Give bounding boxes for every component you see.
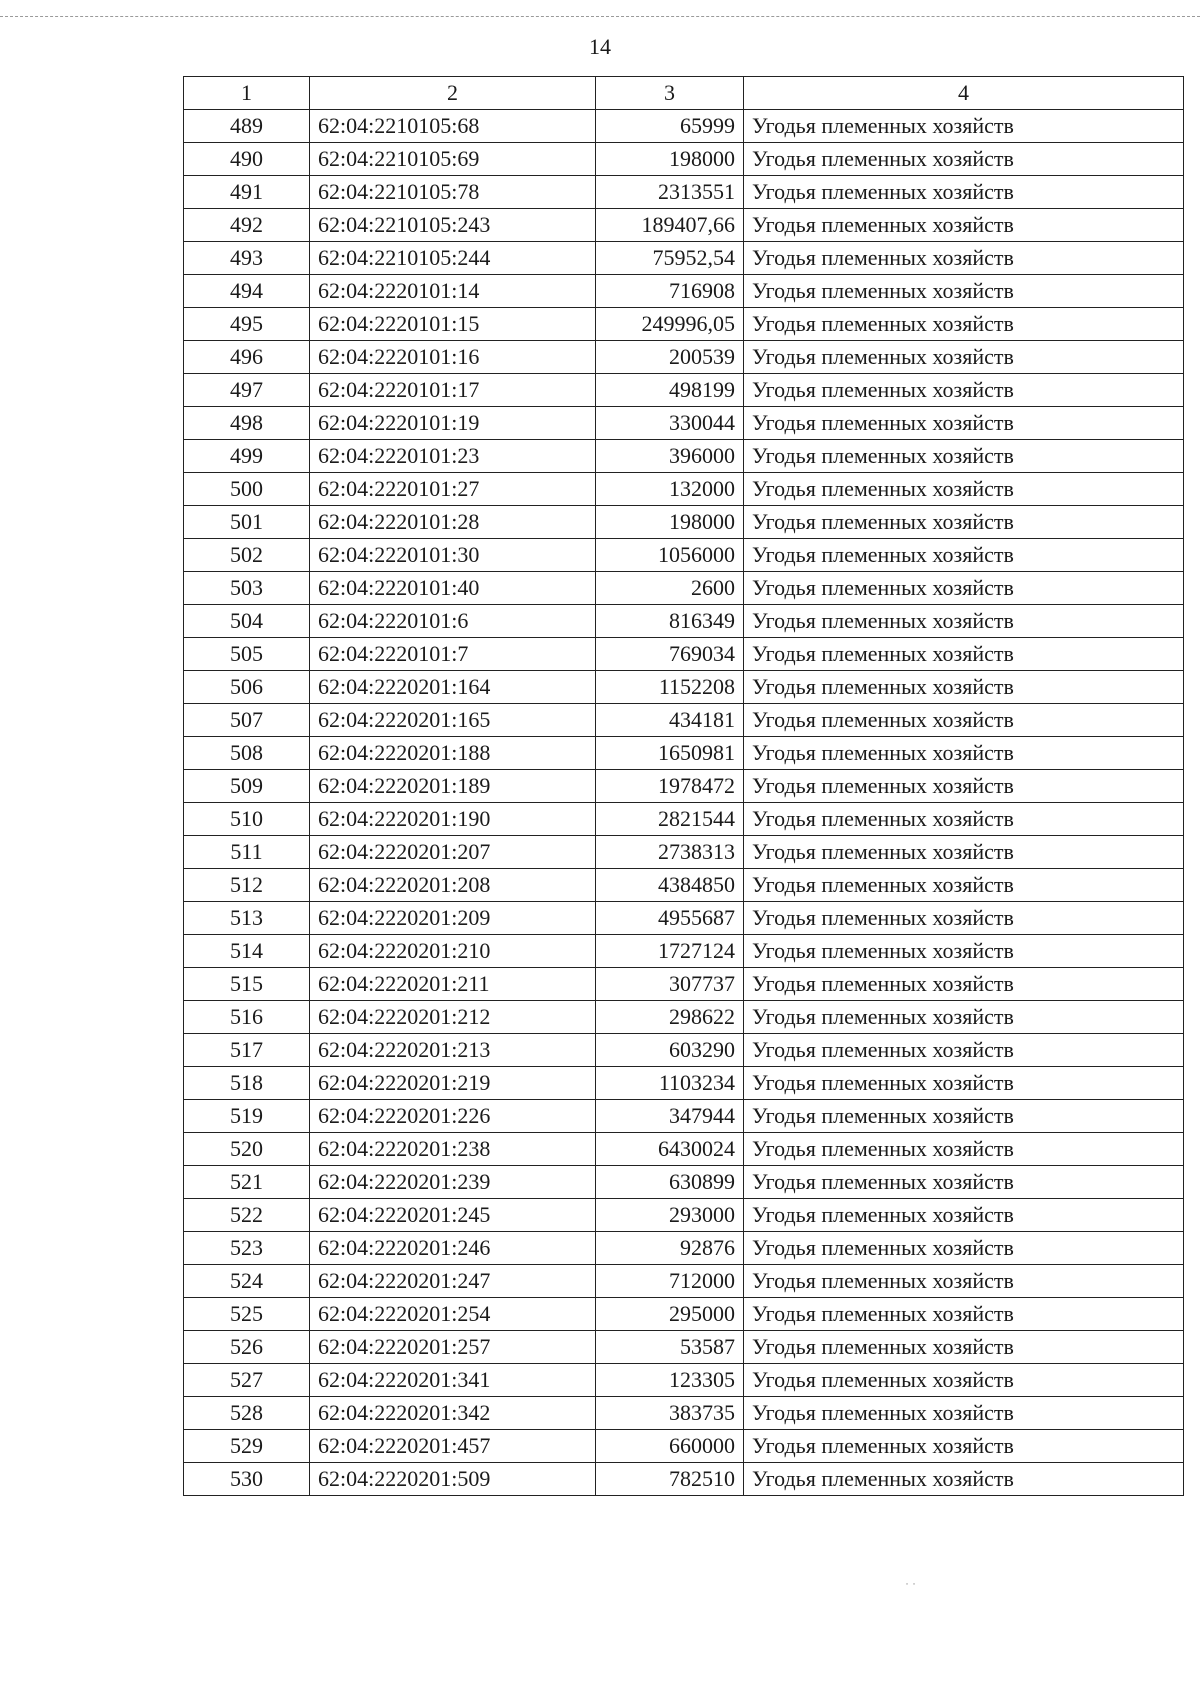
area-value: 1978472 — [596, 770, 744, 803]
row-number: 519 — [184, 1100, 310, 1133]
land-use: Угодья племенных хозяйств — [744, 1001, 1184, 1034]
land-use: Угодья племенных хозяйств — [744, 407, 1184, 440]
cadastral-number: 62:04:2220101:15 — [310, 308, 596, 341]
cadastral-number: 62:04:2220101:40 — [310, 572, 596, 605]
header-row — [184, 77, 1184, 110]
row-number: 529 — [184, 1430, 310, 1463]
table-row — [184, 671, 1184, 704]
land-use: Угодья племенных хозяйств — [744, 1430, 1184, 1463]
row-number: 513 — [184, 902, 310, 935]
land-use: Угодья племенных хозяйств — [744, 737, 1184, 770]
row-number: 496 — [184, 341, 310, 374]
area-value: 75952,54 — [596, 242, 744, 275]
table-row — [184, 1199, 1184, 1232]
row-number: 505 — [184, 638, 310, 671]
cadastral-number: 62:04:2220201:208 — [310, 869, 596, 902]
table-row — [184, 1397, 1184, 1430]
row-number: 491 — [184, 176, 310, 209]
table-row — [184, 935, 1184, 968]
land-use: Угодья племенных хозяйств — [744, 176, 1184, 209]
cadastral-number: 62:04:2220101:19 — [310, 407, 596, 440]
header-col-4: 4 — [744, 77, 1184, 110]
land-use: Угодья племенных хозяйств — [744, 308, 1184, 341]
area-value: 65999 — [596, 110, 744, 143]
cadastral-number: 62:04:2220201:210 — [310, 935, 596, 968]
cadastral-number: 62:04:2220101:7 — [310, 638, 596, 671]
area-value: 347944 — [596, 1100, 744, 1133]
land-use: Угодья племенных хозяйств — [744, 1463, 1184, 1496]
cadastral-number: 62:04:2220101:28 — [310, 506, 596, 539]
land-use: Угодья племенных хозяйств — [744, 803, 1184, 836]
table-row — [184, 539, 1184, 572]
cadastral-number: 62:04:2220201:238 — [310, 1133, 596, 1166]
cadastral-number: 62:04:2220201:245 — [310, 1199, 596, 1232]
cadastral-number: 62:04:2220201:246 — [310, 1232, 596, 1265]
land-use: Угодья племенных хозяйств — [744, 374, 1184, 407]
land-use: Угодья племенных хозяйств — [744, 572, 1184, 605]
cadastral-number: 62:04:2220201:211 — [310, 968, 596, 1001]
row-number: 509 — [184, 770, 310, 803]
table-row — [184, 572, 1184, 605]
cadastral-number: 62:04:2220201:165 — [310, 704, 596, 737]
land-use: Угодья племенных хозяйств — [744, 1298, 1184, 1331]
row-number: 492 — [184, 209, 310, 242]
table-row — [184, 1364, 1184, 1397]
scan-edge-line — [0, 16, 1200, 17]
row-number: 493 — [184, 242, 310, 275]
cadastral-number: 62:04:2220101:27 — [310, 473, 596, 506]
cadastral-number: 62:04:2220201:212 — [310, 1001, 596, 1034]
row-number: 503 — [184, 572, 310, 605]
row-number: 507 — [184, 704, 310, 737]
table-row — [184, 275, 1184, 308]
land-use: Угодья племенных хозяйств — [744, 836, 1184, 869]
page-number: 14 — [589, 34, 611, 59]
land-use: Угодья племенных хозяйств — [744, 1133, 1184, 1166]
cadastral-number: 62:04:2210105:68 — [310, 110, 596, 143]
cadastral-number: 62:04:2220201:341 — [310, 1364, 596, 1397]
cadastral-number: 62:04:2220201:342 — [310, 1397, 596, 1430]
row-number: 490 — [184, 143, 310, 176]
area-value: 1727124 — [596, 935, 744, 968]
cadastral-number: 62:04:2210105:78 — [310, 176, 596, 209]
cadastral-number: 62:04:2220101:30 — [310, 539, 596, 572]
land-use: Угодья племенных хозяйств — [744, 1067, 1184, 1100]
table-row — [184, 440, 1184, 473]
row-number: 501 — [184, 506, 310, 539]
table-row — [184, 1166, 1184, 1199]
land-use: Угодья племенных хозяйств — [744, 869, 1184, 902]
area-value: 660000 — [596, 1430, 744, 1463]
row-number: 515 — [184, 968, 310, 1001]
table-row — [184, 341, 1184, 374]
area-value: 1056000 — [596, 539, 744, 572]
area-value: 330044 — [596, 407, 744, 440]
land-use: Угодья племенных хозяйств — [744, 1232, 1184, 1265]
header-col-3: 3 — [596, 77, 744, 110]
land-use: Угодья племенных хозяйств — [744, 638, 1184, 671]
land-use: Угодья племенных хозяйств — [744, 242, 1184, 275]
area-value: 249996,05 — [596, 308, 744, 341]
area-value: 769034 — [596, 638, 744, 671]
area-value: 4955687 — [596, 902, 744, 935]
row-number: 498 — [184, 407, 310, 440]
cadastral-number: 62:04:2220101:17 — [310, 374, 596, 407]
area-value: 1103234 — [596, 1067, 744, 1100]
cadastral-number: 62:04:2220201:209 — [310, 902, 596, 935]
area-value: 712000 — [596, 1265, 744, 1298]
row-number: 511 — [184, 836, 310, 869]
land-use: Угодья племенных хозяйств — [744, 1331, 1184, 1364]
row-number: 517 — [184, 1034, 310, 1067]
area-value: 716908 — [596, 275, 744, 308]
table-row — [184, 737, 1184, 770]
cadastral-number: 62:04:2220201:207 — [310, 836, 596, 869]
row-number: 530 — [184, 1463, 310, 1496]
land-use: Угодья племенных хозяйств — [744, 110, 1184, 143]
table-body — [184, 110, 1184, 1496]
table-row — [184, 1331, 1184, 1364]
cadastral-number: 62:04:2220101:16 — [310, 341, 596, 374]
area-value: 200539 — [596, 341, 744, 374]
area-value: 4384850 — [596, 869, 744, 902]
area-value: 434181 — [596, 704, 744, 737]
land-use: Угодья племенных хозяйств — [744, 935, 1184, 968]
table-row — [184, 1298, 1184, 1331]
land-use: Угодья племенных хозяйств — [744, 1034, 1184, 1067]
table-row — [184, 1001, 1184, 1034]
land-use: Угодья племенных хозяйств — [744, 275, 1184, 308]
cadastral-number: 62:04:2220201:164 — [310, 671, 596, 704]
land-use: Угодья племенных хозяйств — [744, 605, 1184, 638]
table-row — [184, 143, 1184, 176]
table-row — [184, 1232, 1184, 1265]
table-row — [184, 407, 1184, 440]
cadastral-number: 62:04:2220201:189 — [310, 770, 596, 803]
land-use: Угодья племенных хозяйств — [744, 671, 1184, 704]
land-use: Угодья племенных хозяйств — [744, 1199, 1184, 1232]
cadastral-number: 62:04:2220201:239 — [310, 1166, 596, 1199]
area-value: 92876 — [596, 1232, 744, 1265]
row-number: 489 — [184, 110, 310, 143]
row-number: 502 — [184, 539, 310, 572]
area-value: 6430024 — [596, 1133, 744, 1166]
area-value: 498199 — [596, 374, 744, 407]
table-row — [184, 1265, 1184, 1298]
row-number: 526 — [184, 1331, 310, 1364]
cadastral-number: 62:04:2220101:14 — [310, 275, 596, 308]
cadastral-number: 62:04:2220201:457 — [310, 1430, 596, 1463]
row-number: 506 — [184, 671, 310, 704]
cadastral-number: 62:04:2220201:213 — [310, 1034, 596, 1067]
table-row — [184, 209, 1184, 242]
row-number: 504 — [184, 605, 310, 638]
row-number: 499 — [184, 440, 310, 473]
area-value: 123305 — [596, 1364, 744, 1397]
row-number: 512 — [184, 869, 310, 902]
row-number: 516 — [184, 1001, 310, 1034]
area-value: 816349 — [596, 605, 744, 638]
area-value: 2313551 — [596, 176, 744, 209]
row-number: 525 — [184, 1298, 310, 1331]
land-use: Угодья племенных хозяйств — [744, 1166, 1184, 1199]
table-row — [184, 506, 1184, 539]
cadastral-number: 62:04:2220101:23 — [310, 440, 596, 473]
land-use: Угодья племенных хозяйств — [744, 1397, 1184, 1430]
cadastral-number: 62:04:2210105:244 — [310, 242, 596, 275]
land-use: Угодья племенных хозяйств — [744, 704, 1184, 737]
land-use: Угодья племенных хозяйств — [744, 1265, 1184, 1298]
row-number: 514 — [184, 935, 310, 968]
row-number: 518 — [184, 1067, 310, 1100]
area-value: 2738313 — [596, 836, 744, 869]
cadastral-number: 62:04:2220201:226 — [310, 1100, 596, 1133]
row-number: 521 — [184, 1166, 310, 1199]
row-number: 495 — [184, 308, 310, 341]
table-row — [184, 1034, 1184, 1067]
area-value: 1650981 — [596, 737, 744, 770]
cadastral-number: 62:04:2220201:219 — [310, 1067, 596, 1100]
table-row — [184, 638, 1184, 671]
area-value: 2821544 — [596, 803, 744, 836]
table-row — [184, 836, 1184, 869]
area-value: 396000 — [596, 440, 744, 473]
row-number: 523 — [184, 1232, 310, 1265]
area-value: 630899 — [596, 1166, 744, 1199]
land-use: Угодья племенных хозяйств — [744, 902, 1184, 935]
cadastral-number: 62:04:2220201:188 — [310, 737, 596, 770]
cadastral-number: 62:04:2220201:247 — [310, 1265, 596, 1298]
area-value: 1152208 — [596, 671, 744, 704]
land-use: Угодья племенных хозяйств — [744, 770, 1184, 803]
area-value: 295000 — [596, 1298, 744, 1331]
area-value: 603290 — [596, 1034, 744, 1067]
table-row — [184, 473, 1184, 506]
row-number: 508 — [184, 737, 310, 770]
cadastral-number: 62:04:2220101:6 — [310, 605, 596, 638]
table-row — [184, 869, 1184, 902]
row-number: 494 — [184, 275, 310, 308]
land-use: Угодья племенных хозяйств — [744, 968, 1184, 1001]
table-row — [184, 704, 1184, 737]
land-use: Угодья племенных хозяйств — [744, 440, 1184, 473]
cadastral-number: 62:04:2210105:243 — [310, 209, 596, 242]
land-use: Угодья племенных хозяйств — [744, 473, 1184, 506]
row-number: 522 — [184, 1199, 310, 1232]
table-header — [184, 77, 1184, 110]
header-col-1: 1 — [184, 77, 310, 110]
land-use: Угодья племенных хозяйств — [744, 209, 1184, 242]
land-use: Угодья племенных хозяйств — [744, 539, 1184, 572]
table-row — [184, 968, 1184, 1001]
area-value: 782510 — [596, 1463, 744, 1496]
row-number: 528 — [184, 1397, 310, 1430]
land-use: Угодья племенных хозяйств — [744, 506, 1184, 539]
row-number: 500 — [184, 473, 310, 506]
table-row — [184, 242, 1184, 275]
area-value: 383735 — [596, 1397, 744, 1430]
table-row — [184, 176, 1184, 209]
table-row — [184, 902, 1184, 935]
table-row — [184, 1100, 1184, 1133]
cadastral-number: 62:04:2210105:69 — [310, 143, 596, 176]
cadastral-number: 62:04:2220201:257 — [310, 1331, 596, 1364]
table-row — [184, 1463, 1184, 1496]
table-row — [184, 1067, 1184, 1100]
row-number: 520 — [184, 1133, 310, 1166]
area-value: 307737 — [596, 968, 744, 1001]
area-value: 198000 — [596, 506, 744, 539]
cadastral-number: 62:04:2220201:190 — [310, 803, 596, 836]
area-value: 293000 — [596, 1199, 744, 1232]
land-use: Угодья племенных хозяйств — [744, 143, 1184, 176]
row-number: 527 — [184, 1364, 310, 1397]
area-value: 189407,66 — [596, 209, 744, 242]
land-use: Угодья племенных хозяйств — [744, 341, 1184, 374]
area-value: 198000 — [596, 143, 744, 176]
area-value: 2600 — [596, 572, 744, 605]
table-row — [184, 374, 1184, 407]
land-use: Угодья племенных хозяйств — [744, 1364, 1184, 1397]
table-row — [184, 308, 1184, 341]
table-row — [184, 110, 1184, 143]
scan-speck: ˙ ˙ — [905, 1580, 916, 1594]
header-col-2: 2 — [310, 77, 596, 110]
cadastral-number: 62:04:2220201:254 — [310, 1298, 596, 1331]
cadastral-number: 62:04:2220201:509 — [310, 1463, 596, 1496]
row-number: 510 — [184, 803, 310, 836]
table-row — [184, 605, 1184, 638]
area-value: 298622 — [596, 1001, 744, 1034]
land-use: Угодья племенных хозяйств — [744, 1100, 1184, 1133]
area-value: 53587 — [596, 1331, 744, 1364]
land-plot-table — [183, 76, 1184, 1496]
table-row — [184, 803, 1184, 836]
area-value: 132000 — [596, 473, 744, 506]
table-row — [184, 1133, 1184, 1166]
table-row — [184, 1430, 1184, 1463]
row-number: 524 — [184, 1265, 310, 1298]
table-row — [184, 770, 1184, 803]
row-number: 497 — [184, 374, 310, 407]
